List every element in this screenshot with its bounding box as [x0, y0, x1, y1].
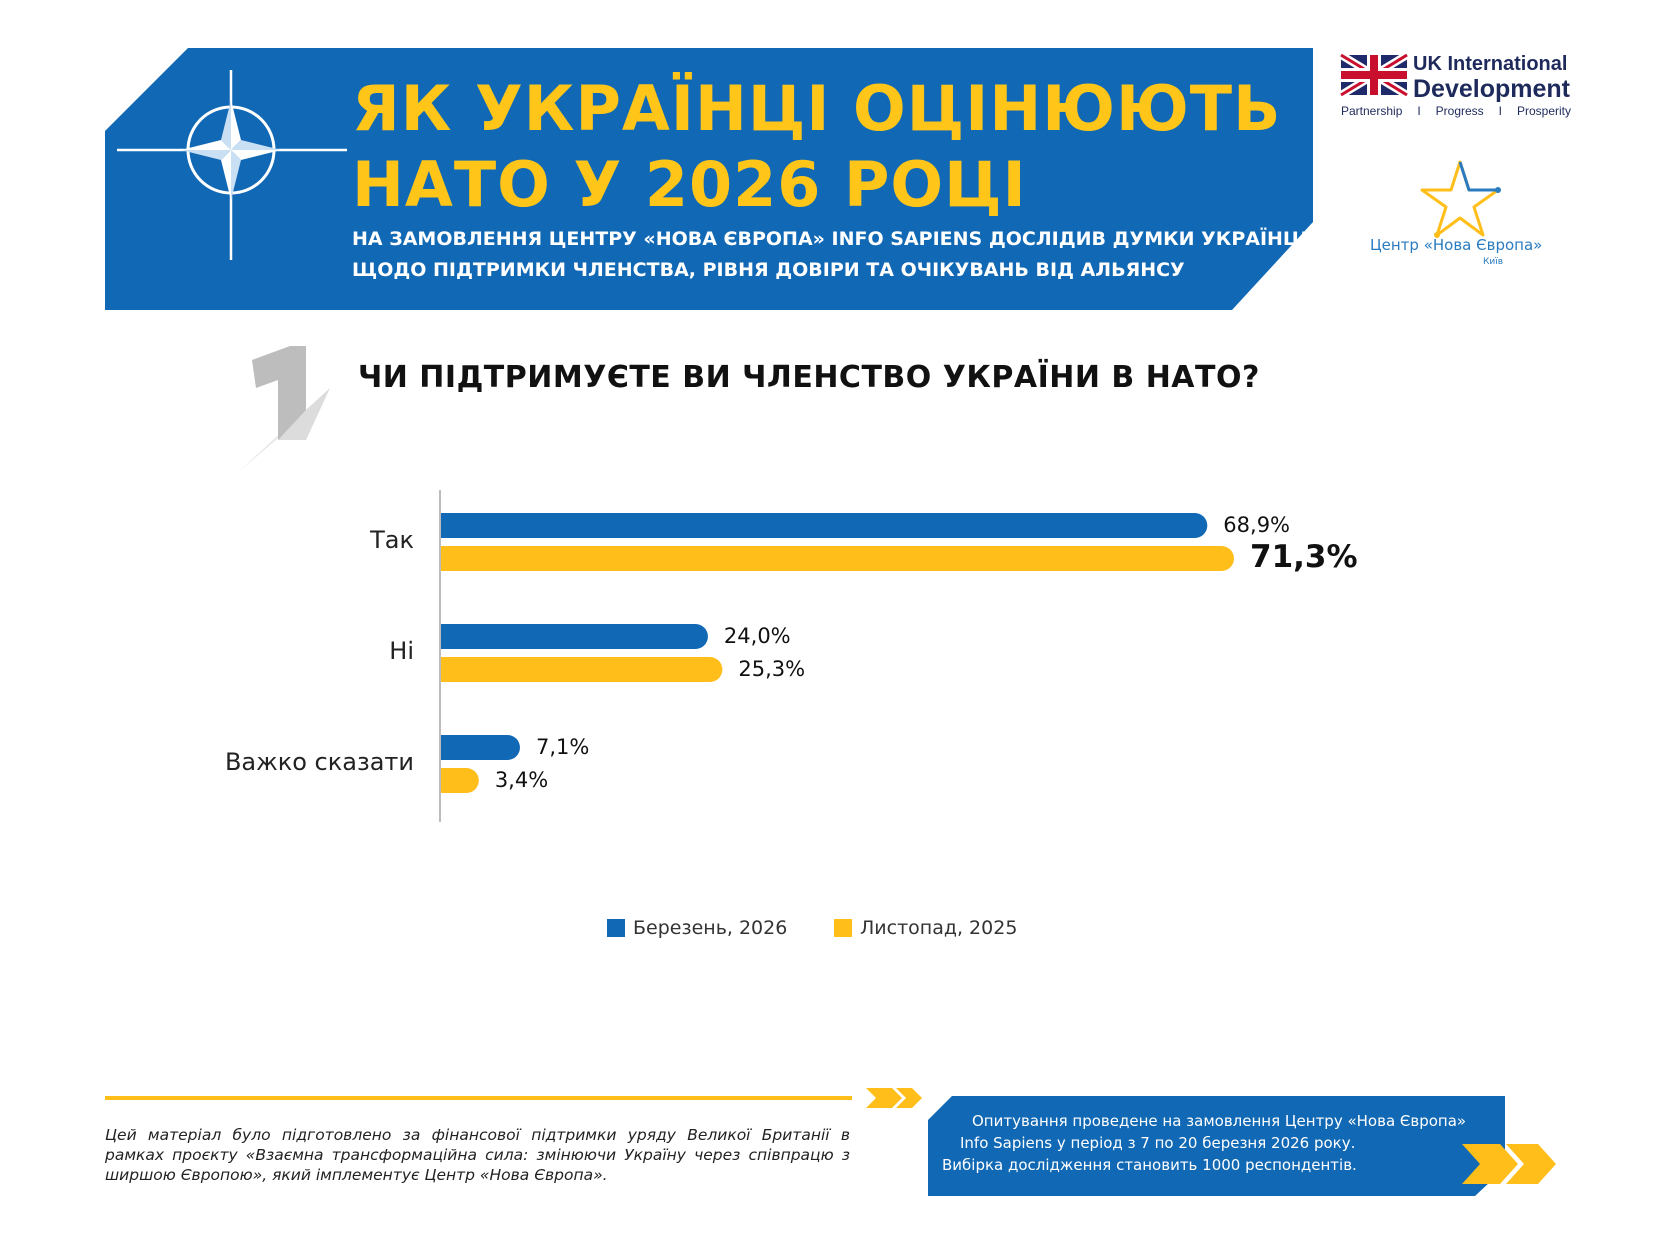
bar-base	[441, 735, 466, 760]
legend-label: Березень, 2026	[633, 917, 788, 939]
bar-november-2025	[441, 546, 1234, 571]
survey-info-line1: Опитування проведене на замовлення Центру «Нова Європа»	[972, 1112, 1467, 1130]
page-subtitle-line2: ЩОДО ПІДТРИМКИ ЧЛЕНСТВА, РІВНЯ ДОВІРИ ТА ОЧІКУВАНЬ ВІД АЛЬЯНСУ	[352, 259, 1185, 281]
data-label: 25,3%	[738, 656, 806, 681]
data-label: 3,4%	[494, 767, 549, 792]
bar-base	[441, 546, 466, 571]
uk-tag-partnership: Partnership	[1341, 104, 1403, 118]
chart-title: ЧИ ПІДТРИМУЄТЕ ВИ ЧЛЕНСТВО УКРАЇНИ В НАТО?	[358, 360, 1260, 395]
bar-march-2026	[441, 624, 708, 649]
category-label: Ні	[389, 637, 414, 665]
category-label: Так	[370, 526, 414, 554]
bar-base	[441, 768, 466, 793]
nova-europa-logo-city: Київ	[1483, 257, 1504, 267]
data-label: 68,9%	[1223, 512, 1291, 537]
legend-item-march-2026	[607, 917, 787, 939]
question-number-graphic	[236, 346, 330, 474]
nova-europa-logo-name: Центр «Нова Європа»	[1370, 236, 1543, 254]
bar-base	[441, 657, 466, 682]
legend-swatch-blue	[607, 919, 625, 937]
data-label: 71,3%	[1250, 538, 1358, 575]
footer-arrows-icon	[866, 1088, 922, 1108]
data-label: 24,0%	[723, 623, 791, 648]
data-label: 7,1%	[535, 734, 590, 759]
uk-logo-tagline	[1341, 104, 1571, 118]
survey-info	[930, 1110, 1480, 1176]
uk-tag-progress: Progress	[1435, 104, 1484, 118]
bar-november-2025	[441, 657, 722, 682]
survey-info-line3: Вибірка дослідження становить 1000 респондентів.	[942, 1156, 1357, 1174]
legend-label: Листопад, 2025	[860, 917, 1018, 939]
nova-europa-star-icon	[1422, 162, 1501, 238]
uk-flag-icon	[1341, 55, 1407, 95]
legend-swatch-yellow	[834, 919, 852, 937]
bar-base	[441, 624, 466, 649]
page-title-line1: ЯК УКРАЇНЦІ ОЦІНЮЮТЬ	[352, 72, 1282, 145]
uk-tag-separator: I	[1498, 104, 1502, 118]
bar-base	[441, 513, 466, 538]
uk-tag-prosperity: Prosperity	[1516, 104, 1571, 118]
uk-tag-separator: I	[1417, 104, 1421, 118]
uk-logo-line2: Development	[1413, 75, 1570, 103]
category-label: Важко сказати	[224, 748, 414, 776]
bar-march-2026	[441, 513, 1207, 538]
legend-item-november-2025	[834, 917, 1017, 939]
page-subtitle-line1: НА ЗАМОВЛЕННЯ ЦЕНТРУ «НОВА ЄВРОПА» INFO SAPIENS ДОСЛІДИВ ДУМКИ УКРАЇНЦІВ	[352, 228, 1323, 250]
uk-logo-line1: UK International	[1413, 53, 1568, 75]
page-title-line2: НАТО У 2026 РОЦІ	[352, 148, 1027, 221]
survey-info-line2: Info Sapiens у період з 7 по 20 березня 2026 року.	[960, 1134, 1356, 1152]
footer-funding-note: Цей матеріал було підготовлено за фінансової підтримки уряду Великої Британії в рамках проєкту «Взаємна трансформаційна сила: змінюючи Україну через співпрацю з ширшою Європою», який імплементує Центр «Нова Європа».	[105, 1126, 850, 1184]
